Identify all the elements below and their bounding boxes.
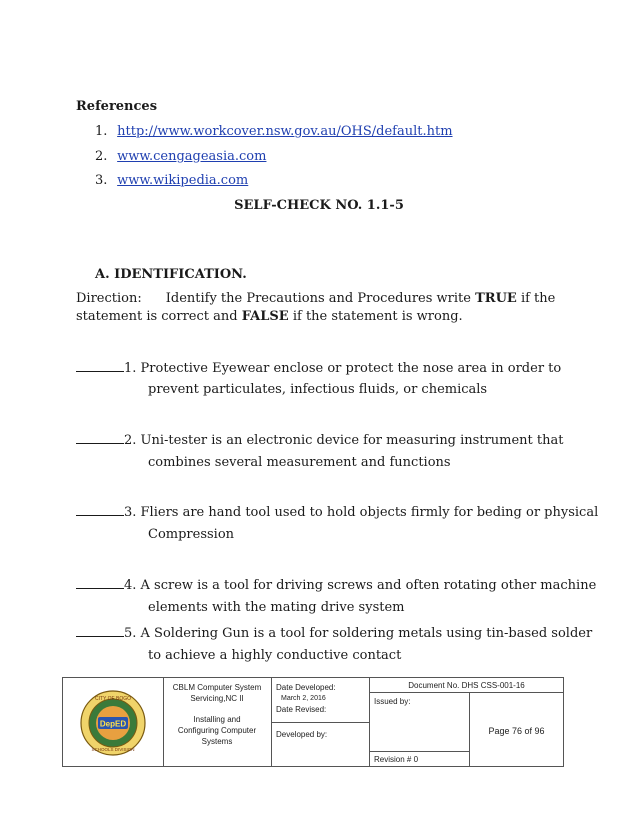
document-number: Document No. DHS CSS-001-16: [408, 681, 525, 690]
direction-label: Direction:: [76, 291, 142, 306]
question-text: 2. Uni-tester is an electronic device for measuring instrument that: [124, 433, 564, 448]
reference-item-2: [95, 149, 266, 165]
question-text: 4. A screw is a tool for driving screws and often rotating other machine: [124, 578, 597, 593]
question-5: [76, 624, 592, 642]
direction-text: Identify the Precautions and Procedures write: [165, 291, 476, 306]
question-text: 3. Fliers are hand tool used to hold objects firmly for beding or physical: [124, 505, 599, 520]
self-check-title: SELF-CHECK NO. 1.1-5: [234, 198, 404, 213]
reference-item-1: [95, 124, 453, 140]
date-revised-label: Date Revised:: [276, 705, 327, 714]
module-title-line: Installing and: [193, 715, 241, 724]
developed-by-label: Developed by:: [276, 730, 328, 739]
date-developed-label: Date Developed:: [276, 683, 336, 692]
direction-line-2: [76, 309, 463, 325]
question-3: [76, 503, 598, 521]
page-number: Page 76 of 96: [488, 726, 545, 736]
direction-line-1: [76, 291, 555, 307]
question-text: 5. A Soldering Gun is a tool for soldering metals using tin-based solder: [124, 626, 593, 641]
svg-text:CITY OF BOGO: CITY OF BOGO: [94, 696, 132, 702]
module-title-line: Systems: [201, 737, 233, 746]
reference-item-3: [95, 173, 248, 189]
reference-number: 3.: [95, 173, 108, 188]
question-2: [76, 431, 563, 449]
svg-text:SCHOOLS DIVISION: SCHOOLS DIVISION: [91, 747, 135, 752]
references-heading: References: [76, 99, 158, 114]
answer-blank[interactable]: [76, 359, 124, 372]
divider: [271, 722, 369, 723]
answer-blank[interactable]: [76, 503, 124, 516]
section-heading: A. IDENTIFICATION.: [95, 267, 247, 282]
reference-link-cengage[interactable]: www.cengageasia.com: [117, 149, 267, 164]
question-3-continuation: Compression: [148, 527, 235, 542]
divider: [369, 692, 564, 693]
document-footer-table: [62, 677, 564, 767]
module-title-line: Servicing,NC II: [190, 694, 244, 703]
date-developed-value: March 2, 2016: [281, 695, 326, 702]
question-text: 1. Protective Eyewear enclose or protect the nose area in order to: [124, 361, 562, 376]
question-5-continuation: to achieve a highly conductive contact: [148, 648, 402, 663]
revision-number: Revision # 0: [374, 755, 419, 764]
question-2-continuation: combines several measurement and functions: [148, 455, 451, 470]
answer-blank[interactable]: [76, 576, 124, 589]
module-title-line: CBLM Computer System: [172, 683, 262, 692]
svg-text:DepED: DepED: [99, 719, 127, 729]
answer-blank[interactable]: [76, 624, 124, 637]
direction-text: statement is correct and: [76, 309, 242, 324]
question-4: [76, 576, 596, 594]
direction-text-end: if the statement is wrong.: [288, 309, 463, 324]
question-1: [76, 359, 561, 377]
question-4-continuation: elements with the mating drive system: [148, 600, 405, 615]
issued-by-label: Issued by:: [374, 697, 411, 706]
false-keyword: FALSE: [241, 309, 289, 324]
reference-link-workcover[interactable]: http://www.workcover.nsw.gov.au/OHS/default.htm: [117, 124, 453, 139]
deped-seal-logo: [80, 690, 146, 756]
reference-number: 1.: [95, 124, 108, 139]
divider: [369, 751, 469, 752]
direction-text-end: if the: [516, 291, 556, 306]
module-title: [163, 682, 271, 747]
true-keyword: TRUE: [475, 291, 517, 306]
reference-number: 2.: [95, 149, 108, 164]
module-title-line: Configuring Computer: [177, 726, 257, 735]
answer-blank[interactable]: [76, 431, 124, 444]
reference-link-wikipedia[interactable]: www.wikipedia.com: [117, 173, 249, 188]
question-1-continuation: prevent particulates, infectious fluids, or chemicals: [148, 382, 488, 397]
